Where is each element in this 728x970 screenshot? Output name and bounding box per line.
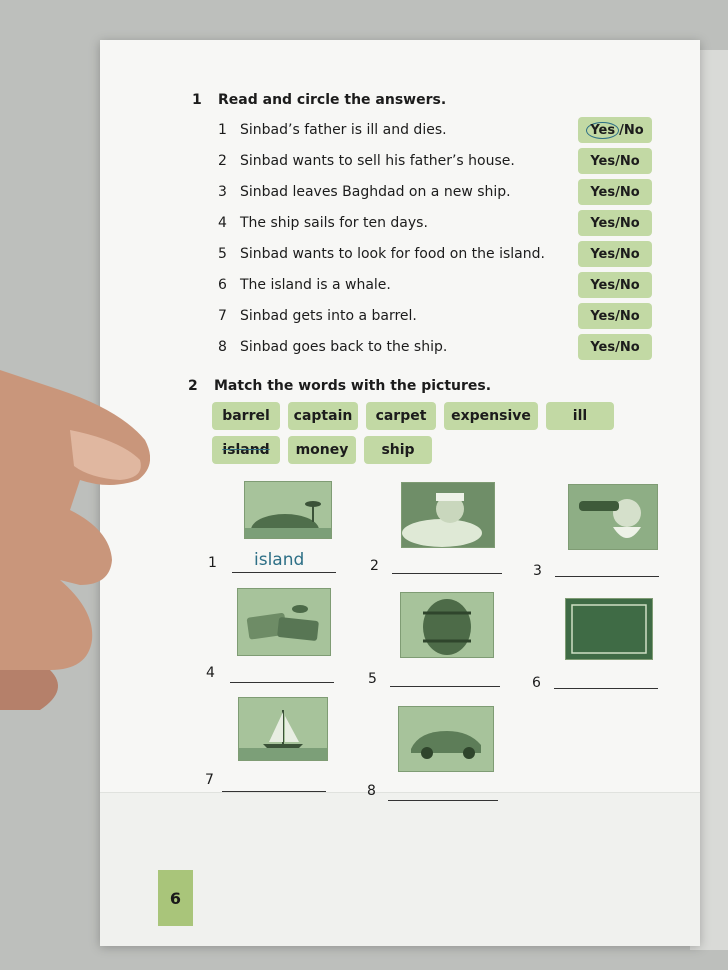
- answer-line-4[interactable]: [230, 682, 334, 683]
- hand-image: [0, 370, 150, 710]
- barrel-picture: [400, 592, 494, 658]
- yes-no-choice-7[interactable]: [578, 303, 652, 329]
- question-text: Sinbad leaves Baghdad on a new ship.: [240, 184, 511, 200]
- question-8: [218, 339, 447, 355]
- question-number: 4: [218, 215, 227, 231]
- answer-line-7[interactable]: [222, 791, 326, 792]
- sick-man-picture: [401, 482, 495, 548]
- word-chip-island-crossed[interactable]: [212, 436, 280, 464]
- sick-man-icon: [402, 483, 494, 547]
- yes-no-choice-6[interactable]: [578, 272, 652, 298]
- yes-option[interactable]: Yes: [590, 308, 616, 324]
- word-label: island: [222, 442, 270, 458]
- item-number-7: 7: [205, 772, 214, 788]
- question-number: 3: [218, 184, 227, 200]
- answer-line-6[interactable]: [554, 688, 658, 689]
- answer-line-5[interactable]: [390, 686, 500, 687]
- no-option[interactable]: No: [619, 277, 640, 293]
- question-text: The ship sails for ten days.: [240, 215, 428, 231]
- answer-line-2[interactable]: [392, 573, 502, 574]
- item-number-3: 3: [533, 563, 542, 579]
- answer-line-1[interactable]: [232, 572, 336, 573]
- car-icon: [399, 707, 493, 771]
- car-picture: [398, 706, 494, 772]
- item-number-5: 5: [368, 671, 377, 687]
- question-4: [218, 215, 428, 231]
- no-option[interactable]: No: [619, 184, 640, 200]
- word-chip-money[interactable]: [288, 436, 356, 464]
- exercise-1-number: 1: [192, 92, 202, 108]
- island-picture: [244, 481, 332, 539]
- yes-no-choice-5[interactable]: [578, 241, 652, 267]
- item-number-2: 2: [370, 558, 379, 574]
- captain-icon: [569, 485, 657, 549]
- question-number: 6: [218, 277, 227, 293]
- captain-picture: [568, 484, 658, 550]
- no-option[interactable]: No: [619, 339, 640, 355]
- no-option[interactable]: No: [623, 122, 644, 138]
- yes-option[interactable]: Yes: [590, 339, 616, 355]
- exercise-2-heading: [188, 378, 491, 394]
- yes-option-circled[interactable]: Yes: [586, 122, 619, 139]
- question-1: [218, 122, 447, 138]
- exercise-1-title: Read and circle the answers.: [218, 92, 447, 108]
- carpet-icon: [566, 599, 652, 659]
- yes-no-choice-8[interactable]: [578, 334, 652, 360]
- question-number: 1: [218, 122, 227, 138]
- separator: /: [615, 246, 620, 262]
- answer-line-3[interactable]: [555, 576, 659, 577]
- answer-line-8[interactable]: [388, 800, 498, 801]
- word-chip-carpet[interactable]: [366, 402, 436, 430]
- money-icon: [238, 589, 330, 655]
- question-3: [218, 184, 511, 200]
- yes-option[interactable]: Yes: [590, 277, 616, 293]
- question-text: Sinbad gets into a barrel.: [240, 308, 417, 324]
- word-chip-captain[interactable]: [288, 402, 358, 430]
- yes-option[interactable]: Yes: [590, 153, 616, 169]
- yes-no-choice-2[interactable]: [578, 148, 652, 174]
- separator: /: [615, 339, 620, 355]
- question-number: 2: [218, 153, 227, 169]
- handwritten-answer-1: island: [254, 550, 305, 570]
- page-number: 6: [158, 870, 193, 926]
- separator: /: [615, 308, 620, 324]
- no-option[interactable]: No: [619, 246, 640, 262]
- item-number-8: 8: [367, 783, 376, 799]
- yes-option[interactable]: Yes: [590, 184, 616, 200]
- yes-no-choice-1[interactable]: [578, 117, 652, 143]
- barrel-icon: [401, 593, 493, 657]
- separator: /: [619, 122, 624, 138]
- money-picture: [237, 588, 331, 656]
- separator: /: [615, 277, 620, 293]
- yes-no-choice-3[interactable]: [578, 179, 652, 205]
- item-number-4: 4: [206, 665, 215, 681]
- no-option[interactable]: No: [619, 215, 640, 231]
- separator: /: [615, 215, 620, 231]
- no-option[interactable]: No: [619, 308, 640, 324]
- word-label: expensive: [451, 408, 531, 424]
- word-chip-ship[interactable]: [364, 436, 432, 464]
- question-5: [218, 246, 545, 262]
- question-2: [218, 153, 515, 169]
- word-label: ship: [381, 442, 415, 458]
- word-chip-ill[interactable]: [546, 402, 614, 430]
- word-label: money: [295, 442, 349, 458]
- exercise-2-number: 2: [188, 378, 198, 394]
- question-text: Sinbad goes back to the ship.: [240, 339, 448, 355]
- question-text: Sinbad wants to sell his father’s house.: [240, 153, 515, 169]
- question-6: [218, 277, 391, 293]
- exercise-1-heading: [192, 92, 446, 108]
- item-number-1: 1: [208, 555, 217, 571]
- question-text: The island is a whale.: [240, 277, 391, 293]
- question-number: 8: [218, 339, 227, 355]
- yes-no-choice-4[interactable]: [578, 210, 652, 236]
- question-7: [218, 308, 417, 324]
- exercise-2-title: Match the words with the pictures.: [214, 378, 492, 394]
- separator: /: [615, 184, 620, 200]
- question-number: 7: [218, 308, 227, 324]
- word-label: captain: [293, 408, 353, 424]
- word-label: carpet: [375, 408, 427, 424]
- separator: /: [615, 153, 620, 169]
- word-label: ill: [572, 408, 588, 424]
- yes-option[interactable]: Yes: [590, 246, 616, 262]
- item-number-6: 6: [532, 675, 541, 691]
- word-label: barrel: [222, 408, 270, 424]
- carpet-picture: [565, 598, 653, 660]
- ship-picture: [238, 697, 328, 761]
- word-chip-expensive[interactable]: [444, 402, 538, 430]
- question-number: 5: [218, 246, 227, 262]
- word-chip-barrel[interactable]: [212, 402, 280, 430]
- question-text: Sinbad wants to look for food on the island.: [240, 246, 545, 262]
- island-icon: [245, 482, 331, 538]
- yes-option[interactable]: Yes: [590, 215, 616, 231]
- ship-icon: [239, 698, 327, 760]
- question-text: Sinbad’s father is ill and dies.: [240, 122, 447, 138]
- no-option[interactable]: No: [619, 153, 640, 169]
